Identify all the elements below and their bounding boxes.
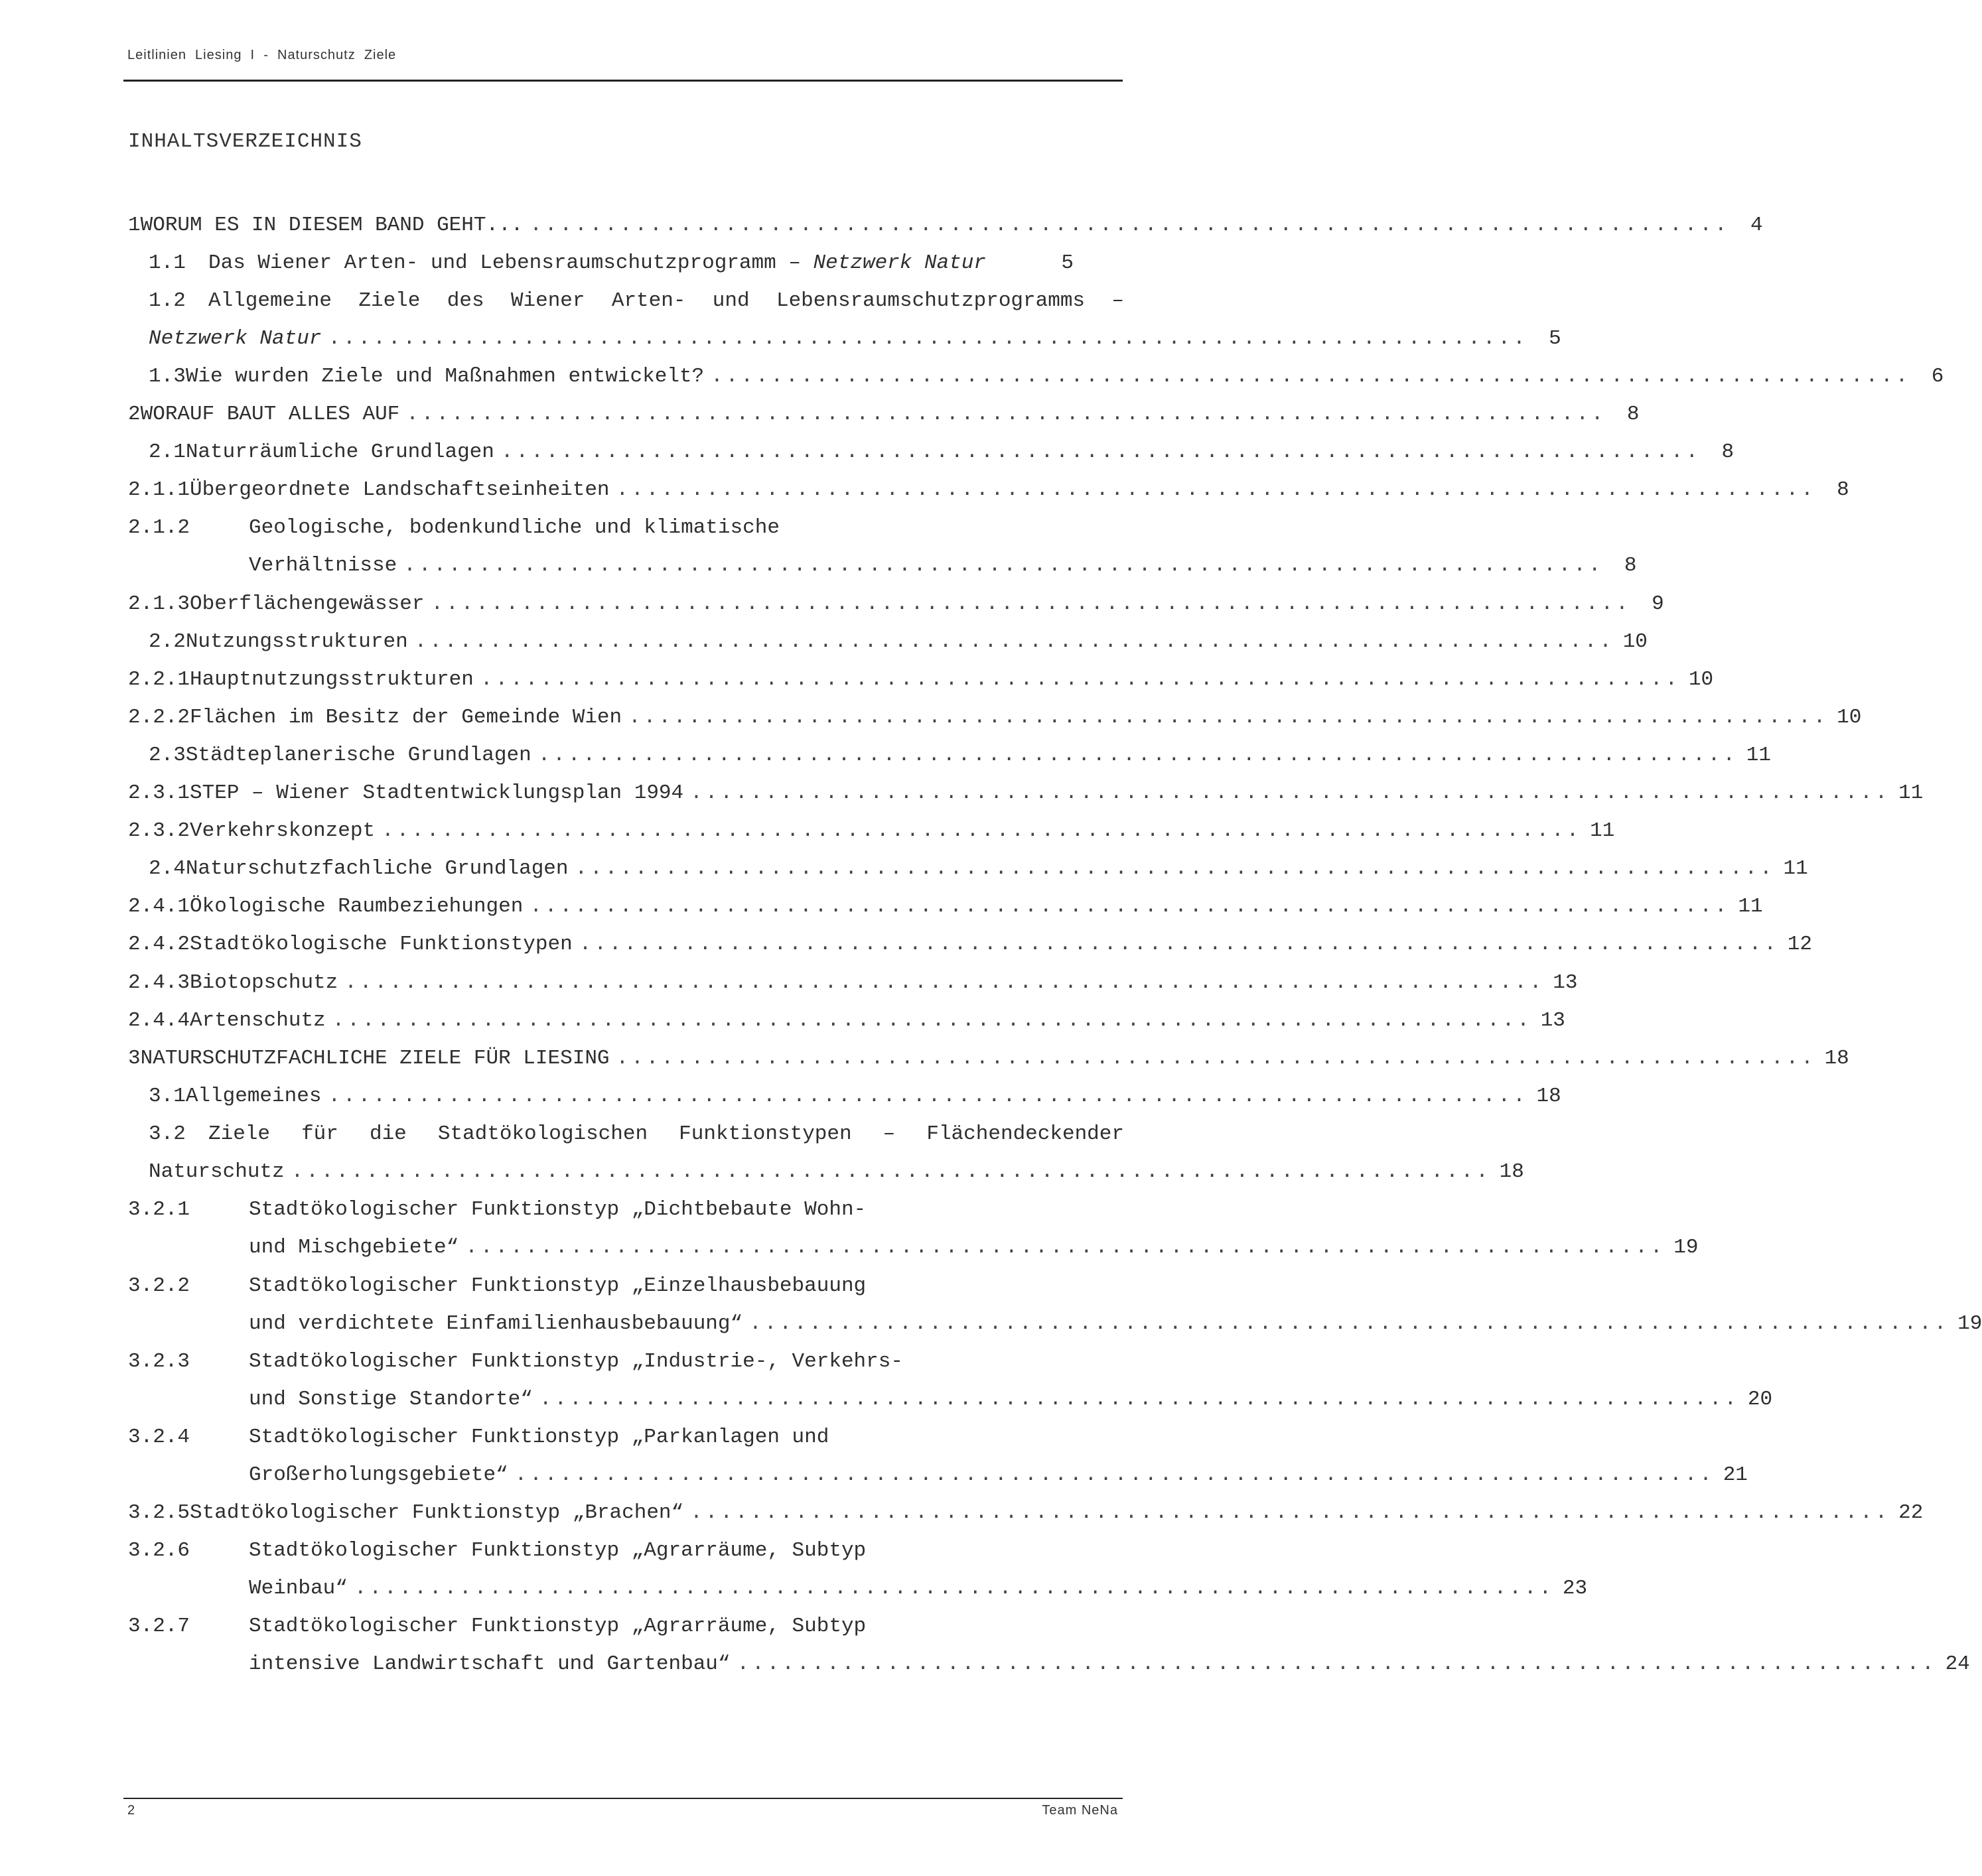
- dot-leader: ................................................................................: [539, 1388, 1740, 1411]
- footer-rule: [123, 1798, 1123, 1799]
- dot-leader: ................................................................................: [431, 592, 1631, 616]
- toc-entry[interactable]: [128, 781, 1924, 811]
- toc-entry-title: Geologische, bodenkundliche und klimatische: [249, 516, 780, 539]
- toc-entry-title: Biotopschutz: [190, 971, 338, 994]
- toc-entry-number: 3.2.2: [128, 1274, 190, 1298]
- dot-leader: ................................................................................: [382, 819, 1582, 842]
- toc-entry-number: 2.2.1: [128, 668, 190, 691]
- dot-leader: ................................................................................: [616, 1047, 1816, 1070]
- toc-entry[interactable]: [128, 1501, 1924, 1530]
- toc-entry-number: 2: [128, 403, 141, 426]
- toc-entry-title: Artenschutz: [190, 1009, 326, 1032]
- toc-entry-page: 8: [1721, 440, 1734, 464]
- toc-entry[interactable]: [128, 819, 1615, 848]
- dot-leader: ................................................................................: [354, 1577, 1555, 1600]
- toc-entry-title-continuation: Verhältnisse: [249, 554, 397, 577]
- toc-entry-title-continuation: und Mischgebiete“: [249, 1236, 459, 1259]
- toc-entry-title: Stadtökologischer Funktionstyp „Agrarräume, Subtyp: [249, 1539, 867, 1562]
- toc-entry-title: Stadtökologischer Funktionstyp „Dichtbebaute Wohn-: [249, 1198, 867, 1221]
- toc-entry[interactable]: [149, 440, 1734, 470]
- toc-entry-number: 2.4.2: [128, 933, 190, 956]
- toc-entry-title-continuation: Netzwerk Natur: [149, 327, 322, 350]
- toc-entry-title: NATURSCHUTZFACHLICHE ZIELE FÜR LIESING: [140, 1047, 610, 1070]
- toc-entry-title: STEP – Wiener Stadtentwicklungsplan 1994: [190, 781, 684, 805]
- running-header: Leitlinien Liesing I - Naturschutz Ziele: [127, 48, 397, 62]
- toc-entry-title: Das Wiener Arten- und Lebensraumschutzprogramm –: [208, 251, 814, 275]
- toc-entry-title: Allgemeines: [185, 1085, 322, 1108]
- toc-entry-page: 12: [1787, 933, 1812, 956]
- dot-leader: ................................................................................: [332, 1009, 1532, 1032]
- toc-entry-page: 11: [1590, 819, 1615, 842]
- dot-leader: ................................................................................: [344, 971, 1545, 994]
- toc-entry-title: WORAUF BAUT ALLES AUF: [140, 403, 400, 426]
- toc-entry-page: 10: [1622, 630, 1648, 653]
- dot-leader: ................................................................................: [579, 933, 1779, 956]
- toc-entry-number: 2.1.3: [128, 592, 190, 616]
- toc-entry-title: Oberflächengewässer: [190, 592, 425, 616]
- dot-leader: ................................................................................: [690, 1501, 1890, 1524]
- toc-entry-page: 9: [1652, 592, 1664, 616]
- toc-entry[interactable]: [128, 478, 1849, 507]
- toc-entry-number: 2.3.1: [128, 781, 190, 805]
- dot-leader: ................................................................................: [406, 403, 1606, 426]
- toc-entry[interactable]: [128, 1047, 1849, 1076]
- toc-entry[interactable]: [149, 1122, 1124, 1152]
- toc-heading: INHALTSVERZEICHNIS: [128, 130, 362, 153]
- toc-entry-title: Wie wurden Ziele und Maßnahmen entwickelt?: [185, 365, 705, 388]
- dot-leader: ................................................................................: [514, 1463, 1715, 1487]
- toc-entry-title-continuation: Großerholungsgebiete“: [249, 1463, 508, 1487]
- toc-entry[interactable]: [149, 365, 1944, 394]
- dot-leader: ................................................................................: [537, 744, 1738, 767]
- toc-entry[interactable]: [149, 744, 1771, 773]
- toc-entry[interactable]: [128, 1350, 1074, 1379]
- toc-entry[interactable]: [128, 403, 1640, 432]
- dot-leader: ................................................................................: [403, 554, 1604, 577]
- toc-entry-number: 2.1: [149, 440, 186, 464]
- toc-entry[interactable]: [128, 895, 1763, 924]
- toc-entry-title-continuation: Naturschutz: [149, 1160, 285, 1183]
- toc-entry-page: 8: [1837, 478, 1849, 502]
- toc-entry-page: 18: [1536, 1085, 1561, 1108]
- toc-entry-title: Übergeordnete Landschaftseinheiten: [190, 478, 610, 502]
- toc-entry-page: 8: [1624, 554, 1637, 577]
- toc-entry-title: Verkehrskonzept: [190, 819, 376, 842]
- toc-entry-page: 18: [1824, 1047, 1849, 1070]
- dot-leader: ................................................................................: [616, 478, 1816, 502]
- toc-entry-number: 2.1.1: [128, 478, 190, 502]
- toc-entry-number: 1.2: [149, 289, 186, 312]
- dot-leader: ................................................................................: [500, 440, 1701, 464]
- toc-entry-page: 11: [1898, 781, 1924, 805]
- toc-entry-number: 3.2.1: [128, 1198, 190, 1221]
- toc-entry-number: 3: [128, 1047, 141, 1070]
- toc-entry-number: 2.4.3: [128, 971, 190, 994]
- dot-leader: ................................................................................: [291, 1160, 1491, 1183]
- toc-entry-page: 10: [1837, 706, 1862, 729]
- toc-entry-number: 1.1: [149, 251, 186, 275]
- toc-entry-number: 2.1.2: [128, 516, 190, 539]
- toc-entry-title: Hauptnutzungsstrukturen: [190, 668, 474, 691]
- toc-entry[interactable]: [128, 1426, 1074, 1455]
- toc-entry-continuation[interactable]: [249, 1312, 1982, 1341]
- toc-entry[interactable]: [149, 251, 1074, 281]
- toc-entry-page: 10: [1688, 668, 1714, 691]
- toc-entry-page: 6: [1931, 365, 1944, 388]
- toc-entry-page: 11: [1783, 857, 1808, 880]
- page-number: 2: [127, 1803, 136, 1818]
- toc-entry-continuation[interactable]: [249, 1388, 1773, 1417]
- toc-entry-continuation[interactable]: [249, 1577, 1588, 1606]
- dot-leader: ................................................................................: [530, 895, 1730, 918]
- toc-entry-page: 19: [1673, 1236, 1699, 1259]
- dot-leader: ................................................................................: [628, 706, 1829, 729]
- footer-team: Team NeNa: [1042, 1803, 1118, 1818]
- dot-leader: ................................................................................: [711, 365, 1911, 388]
- toc-entry-continuation[interactable]: [249, 1652, 1970, 1682]
- toc-entry-title: WORUM ES IN DIESEM BAND GEHT...: [140, 214, 524, 237]
- dot-leader: ................................................................................: [575, 857, 1775, 880]
- toc-entry[interactable]: [128, 668, 1714, 697]
- toc-entry-title: Naturschutzfachliche Grundlagen: [185, 857, 569, 880]
- toc-entry-page: 8: [1626, 403, 1640, 426]
- toc-entry[interactable]: [128, 1615, 1074, 1644]
- dot-leader: ................................................................................: [530, 214, 1730, 237]
- toc-entry-title: Stadtökologischer Funktionstyp „Agrarräume, Subtyp: [249, 1615, 867, 1638]
- toc-entry[interactable]: [128, 1274, 1074, 1304]
- toc-entry-number: 1.3: [149, 365, 186, 388]
- toc-entry-page: 5: [1061, 251, 1074, 275]
- toc-entry-title: Nutzungsstrukturen: [185, 630, 408, 653]
- dot-leader: ................................................................................: [690, 781, 1890, 805]
- toc-entry-number: 3.1: [149, 1085, 186, 1108]
- toc-entry[interactable]: [149, 289, 1124, 318]
- toc-entry-title: Stadtökologischer Funktionstyp „Brachen“: [190, 1501, 684, 1524]
- toc-entry-title-continuation: und Sonstige Standorte“: [249, 1388, 533, 1411]
- toc-entry[interactable]: [149, 857, 1808, 886]
- toc-entry-page: 24: [1945, 1652, 1970, 1676]
- toc-entry-continuation[interactable]: [149, 1160, 1524, 1189]
- dot-leader: ................................................................................: [328, 327, 1528, 350]
- toc-entry[interactable]: [128, 214, 1763, 243]
- toc-entry-title: Ziele für die Stadtökologischen Funktionstypen – Flächendeckender: [208, 1122, 1124, 1146]
- toc-entry[interactable]: [128, 516, 1074, 545]
- toc-entry[interactable]: [128, 1009, 1565, 1038]
- toc-entry-page: 22: [1898, 1501, 1924, 1524]
- toc-entry-title-continuation: und verdichtete Einfamilienhausbebauung“: [249, 1312, 743, 1335]
- toc-entry-title: Stadtökologische Funktionstypen: [190, 933, 573, 956]
- toc-entry-title: Naturräumliche Grundlagen: [185, 440, 494, 464]
- toc-entry-continuation[interactable]: [249, 1463, 1748, 1493]
- dot-leader: ................................................................................: [749, 1312, 1949, 1335]
- toc-entry-page: 18: [1499, 1160, 1524, 1183]
- toc-entry-continuation[interactable]: [249, 554, 1637, 583]
- dot-leader: ................................................................................: [465, 1236, 1665, 1259]
- toc-entry-page: 4: [1750, 214, 1763, 237]
- toc-entry-title: Stadtökologischer Funktionstyp „Einzelhausbebauung: [249, 1274, 867, 1298]
- toc-entry-title: Allgemeine Ziele des Wiener Arten- und Lebensraumschutzprogramms –: [208, 289, 1124, 312]
- toc-entry-number: 2.3.2: [128, 819, 190, 842]
- toc-entry[interactable]: [128, 592, 1664, 622]
- toc-entry[interactable]: [128, 1198, 1074, 1227]
- toc-entry-number: 3.2.3: [128, 1350, 190, 1373]
- toc-entry-continuation[interactable]: [149, 327, 1561, 356]
- toc-entry-number: 3.2.4: [128, 1426, 190, 1449]
- dot-leader: ................................................................................: [737, 1652, 1937, 1676]
- toc-entry[interactable]: [149, 630, 1648, 659]
- toc-entry[interactable]: [128, 706, 1862, 735]
- toc-entry-number: 2.4: [149, 857, 186, 880]
- toc-entry-number: 3.2.7: [128, 1615, 190, 1638]
- toc-entry[interactable]: [128, 971, 1578, 1000]
- toc-entry-page: 23: [1562, 1577, 1588, 1600]
- toc-entry-title-italic: Netzwerk Natur: [813, 251, 987, 275]
- toc-entry-number: 2.2: [149, 630, 186, 653]
- toc-entry-continuation[interactable]: [249, 1236, 1699, 1265]
- toc-entry-page: 11: [1746, 744, 1771, 767]
- toc-entry-title-continuation: Weinbau“: [249, 1577, 348, 1600]
- toc-entry-number: 3.2.5: [128, 1501, 190, 1524]
- toc-entry-number: 2.4.1: [128, 895, 190, 918]
- toc-entry[interactable]: [128, 933, 1812, 962]
- toc-entry-title-continuation: intensive Landwirtschaft und Gartenbau“: [249, 1652, 731, 1676]
- toc-entry-number: 2.4.4: [128, 1009, 190, 1032]
- toc-entry-number: 3.2.6: [128, 1539, 190, 1562]
- dot-leader: ................................................................................: [328, 1085, 1528, 1108]
- toc-entry-title: Flächen im Besitz der Gemeinde Wien: [190, 706, 622, 729]
- toc-entry-page: 5: [1549, 327, 1561, 350]
- toc-entry-title: Städteplanerische Grundlagen: [185, 744, 531, 767]
- toc-entry-page: 11: [1738, 895, 1763, 918]
- toc-entry-number: 2.2.2: [128, 706, 190, 729]
- toc-entry-title: Stadtökologischer Funktionstyp „Parkanlagen und: [249, 1426, 829, 1449]
- toc-entry-page: 19: [1957, 1312, 1982, 1335]
- toc-entry-page: 21: [1723, 1463, 1748, 1487]
- toc-entry-page: 20: [1747, 1388, 1773, 1411]
- toc-entry-title: Ökologische Raumbeziehungen: [190, 895, 524, 918]
- toc-entry-number: 1: [128, 214, 141, 237]
- toc-entry-page: 13: [1553, 971, 1578, 994]
- toc-entry-page: 13: [1540, 1009, 1565, 1032]
- toc-entry-title: Stadtökologischer Funktionstyp „Industrie-, Verkehrs-: [249, 1350, 903, 1373]
- toc-entry-number: 2.3: [149, 744, 186, 767]
- toc-entry[interactable]: [149, 1085, 1561, 1114]
- dot-leader: ................................................................................: [480, 668, 1681, 691]
- dot-leader: ................................................................................: [414, 630, 1614, 653]
- toc-entry[interactable]: [128, 1539, 1074, 1568]
- toc-entry-number: 3.2: [149, 1122, 186, 1146]
